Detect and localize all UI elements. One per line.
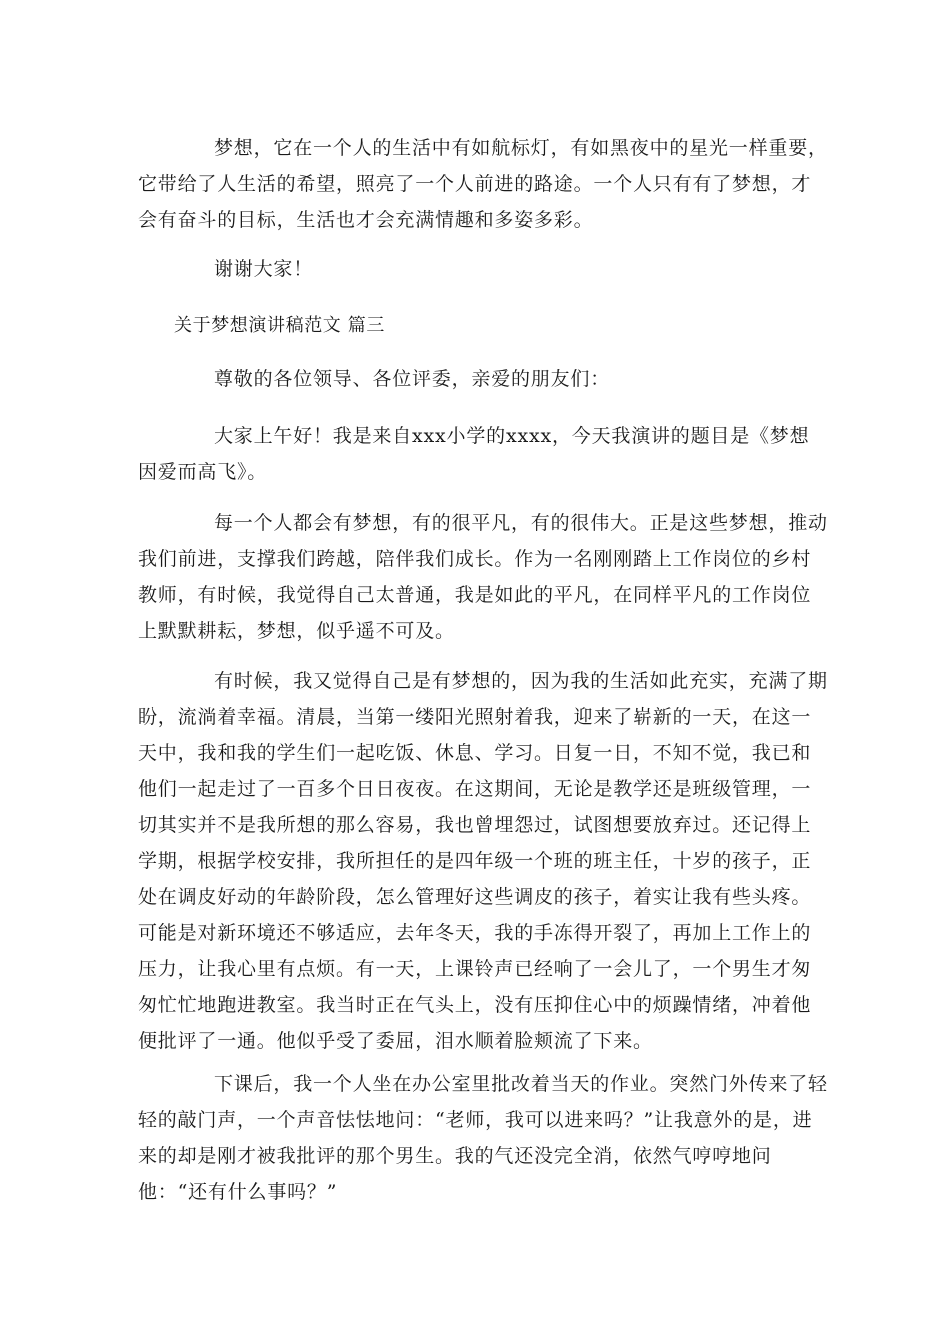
section-heading: 关于梦想演讲稿范文 篇三 [174, 315, 385, 336]
paragraph-thanks: 谢谢大家！ [214, 258, 314, 280]
paragraph-dream-beacon: 梦想，它在一个人的生活中有如航标灯，有如黑夜中的星光一样重要，它带给了人生活的希望，照亮了一个人前进的路途。一个人只有有了梦想，才会有奋斗的目标，生活也才会充满情趣和多姿多彩。 [138, 137, 828, 231]
paragraph-introduction: 大家上午好！我是来自xxx小学的xxxx，今天我演讲的题目是《梦想因爱而高飞》。 [138, 425, 810, 483]
paragraph-after-class: 下课后，我一个人坐在办公室里批改着当天的作业。突然门外传来了轻轻的敲门声，一个声音怯怯地问：“老师，我可以进来吗？”让我意外的是，进来的却是刚才被我批评的那个男生。我的气还没完全消，依然气哼哼地问他：“还有什么事吗？” [138, 1073, 828, 1203]
paragraph-greeting: 尊敬的各位领导、各位评委，亲爱的朋友们： [214, 368, 611, 390]
paragraph-ordinary-dreams: 每一个人都会有梦想，有的很平凡，有的很伟大。正是这些梦想，推动我们前进，支撑我们跨越，陪伴我们成长。作为一名刚刚踏上工作岗位的乡村教师，有时候，我觉得自己太普通，我是如此的平凡，在同样平凡的工作岗位上默默耕耘，梦想，似乎遥不可及。 [138, 512, 828, 642]
paragraph-teaching-story: 有时候，我又觉得自己是有梦想的，因为我的生活如此充实，充满了期盼，流淌着幸福。清晨，当第一缕阳光照射着我，迎来了崭新的一天，在这一天中，我和我的学生们一起吃饭、休息、学习。日复一日，不知不觉，我已和他们一起走过了一百多个日日夜夜。在这期间，无论是教学还是班级管理，一切其实并不是我所想的那么容易，我也曾埋怨过，试图想要放弃过。还记得上学期，根据学校安排，我所担任的是四年级一个班的班主任，十岁的孩子，正处在调皮好动的年龄阶段，怎么管理好这些调皮的孩子，着实让我有些头疼。可能是对新环境还不够适应，去年冬天，我的手冻得开裂了，再加上工作上的压力，让我心里有点烦。有一天，上课铃声已经响了一会儿了，一个男生才匆匆忙忙地跑进教室。我当时正在气头上，没有压抑住心中的烦躁情绪，冲着他便批评了一通。他似乎受了委屈，泪水顺着脸颊流了下来。 [138, 670, 828, 1052]
